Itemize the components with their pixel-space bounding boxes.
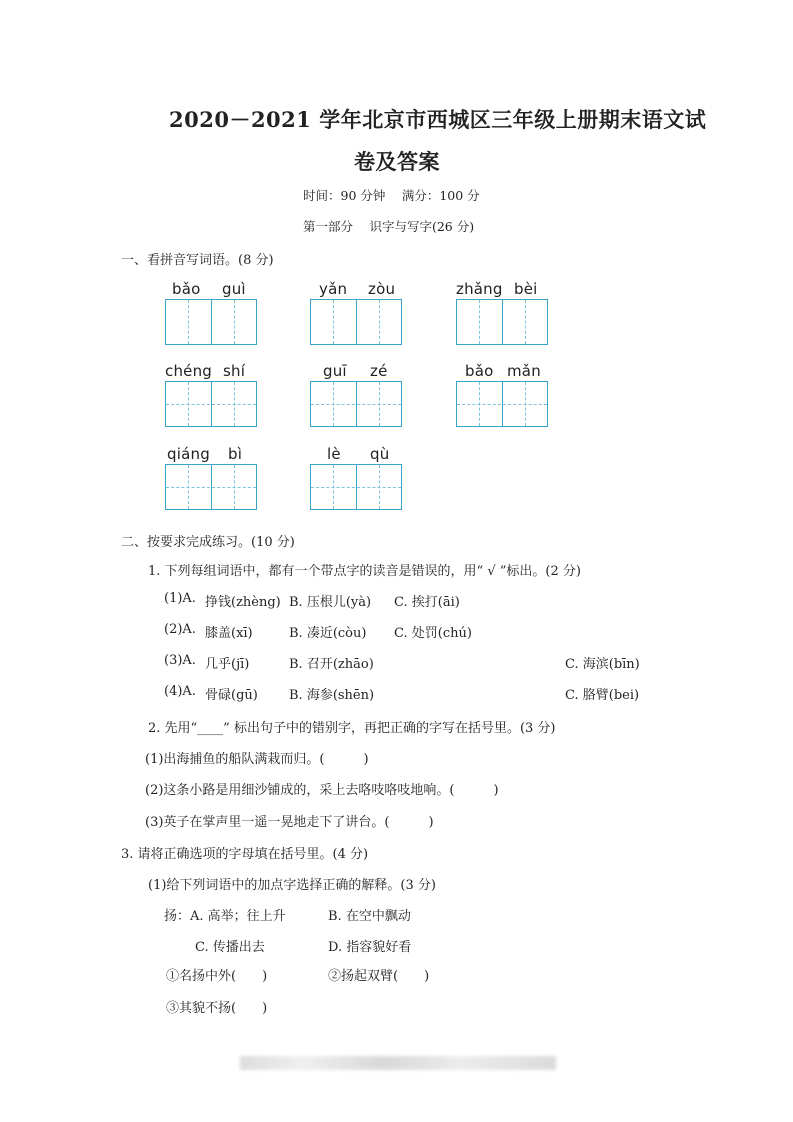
pinyin: zhǎng <box>456 280 503 298</box>
option-a: 几乎(jī) <box>205 657 250 672</box>
writing-grid[interactable] <box>456 381 548 427</box>
definition-a: 扬：A. 高举；往上升 <box>164 909 286 924</box>
option-b: B. 海参(shēn) <box>289 688 375 703</box>
definition-b: B. 在空中飘动 <box>328 909 411 924</box>
blank-item: ③其貌不扬( ) <box>166 1001 268 1016</box>
writing-grid[interactable] <box>310 464 402 510</box>
pinyin: shí <box>223 362 246 380</box>
definition-d: D. 指容貌好看 <box>328 940 412 955</box>
writing-grid[interactable] <box>165 299 257 345</box>
option-c: C. 海滨(bīn) <box>565 657 640 672</box>
option-num: (1)A. <box>164 591 196 606</box>
q2-sub2: 2. 先用“____” 标出句子中的错别字，再把正确的字写在括号里。(3 分) <box>148 721 556 736</box>
writing-grid[interactable] <box>310 299 402 345</box>
q3-sub1: (1)给下列词语中的加点字选择正确的解释。(3 分) <box>148 878 436 893</box>
pinyin: lè <box>327 445 341 463</box>
q1-heading: 一、看拼音写词语。(8 分) <box>121 253 274 268</box>
pinyin: guī <box>323 362 347 380</box>
option-num: (4)A. <box>164 684 196 699</box>
footer-watermark <box>240 1056 556 1070</box>
pinyin: zé <box>370 362 388 380</box>
option-a: 骨碌(gū) <box>205 688 258 703</box>
option-b: B. 凑近(còu) <box>289 626 367 641</box>
pinyin: bèi <box>514 280 538 298</box>
q2-heading: 二、按要求完成练习。(10 分) <box>121 535 295 550</box>
q3-heading: 3. 请将正确选项的字母填在括号里。(4 分) <box>121 847 369 862</box>
option-b: B. 召开(zhāo) <box>289 657 374 672</box>
option-c: C. 挨打(āi) <box>394 595 460 610</box>
q2-sub1: 1. 下列每组词语中，都有一个带点字的读音是错误的，用“ √ ”标出。(2 分) <box>148 564 581 579</box>
option-b: B. 压根儿(yà) <box>289 595 372 610</box>
blank-item: ①名扬中外( ) <box>166 969 268 984</box>
pinyin: bì <box>228 445 243 463</box>
option-a: 膝盖(xī) <box>205 626 253 641</box>
option-num: (3)A. <box>164 653 196 668</box>
pinyin: guì <box>222 280 246 298</box>
pinyin: bǎo <box>465 362 494 380</box>
writing-grid[interactable] <box>456 299 548 345</box>
sentence: (3)英子在掌声里一遥一晃地走下了讲台。( ) <box>145 815 434 830</box>
option-c: C. 处罚(chú) <box>394 626 472 641</box>
writing-grid[interactable] <box>165 381 257 427</box>
sentence: (1)出海捕鱼的船队满栽而归。( ) <box>145 752 369 767</box>
writing-grid[interactable] <box>165 464 257 510</box>
sentence: (2)这条小路是用细沙铺成的，采上去咯吱咯吱地响。( ) <box>145 783 499 798</box>
definition-c: C. 传播出去 <box>195 940 265 955</box>
pinyin: chéng <box>165 362 213 380</box>
pinyin: mǎn <box>507 362 541 380</box>
blank-item: ②扬起双臂( ) <box>328 969 430 984</box>
option-a: 挣钱(zhèng) <box>205 595 281 610</box>
option-num: (2)A. <box>164 622 196 637</box>
pinyin: qiáng <box>167 445 210 463</box>
pinyin: qù <box>370 445 390 463</box>
writing-grid[interactable] <box>310 381 402 427</box>
pinyin: yǎn <box>319 280 348 298</box>
exam-meta: 时间：90 分钟 满分：100 分 <box>303 188 480 203</box>
page-title-line2: 卷及答案 <box>354 149 440 174</box>
pinyin: bǎo <box>172 280 201 298</box>
page-title-line1: 2020－2021 学年北京市西城区三年级上册期末语文试 <box>169 107 707 132</box>
option-c: C. 胳臂(bei) <box>565 688 640 703</box>
pinyin: zòu <box>368 280 396 298</box>
part-heading: 第一部分 识字与写字(26 分) <box>303 219 475 234</box>
